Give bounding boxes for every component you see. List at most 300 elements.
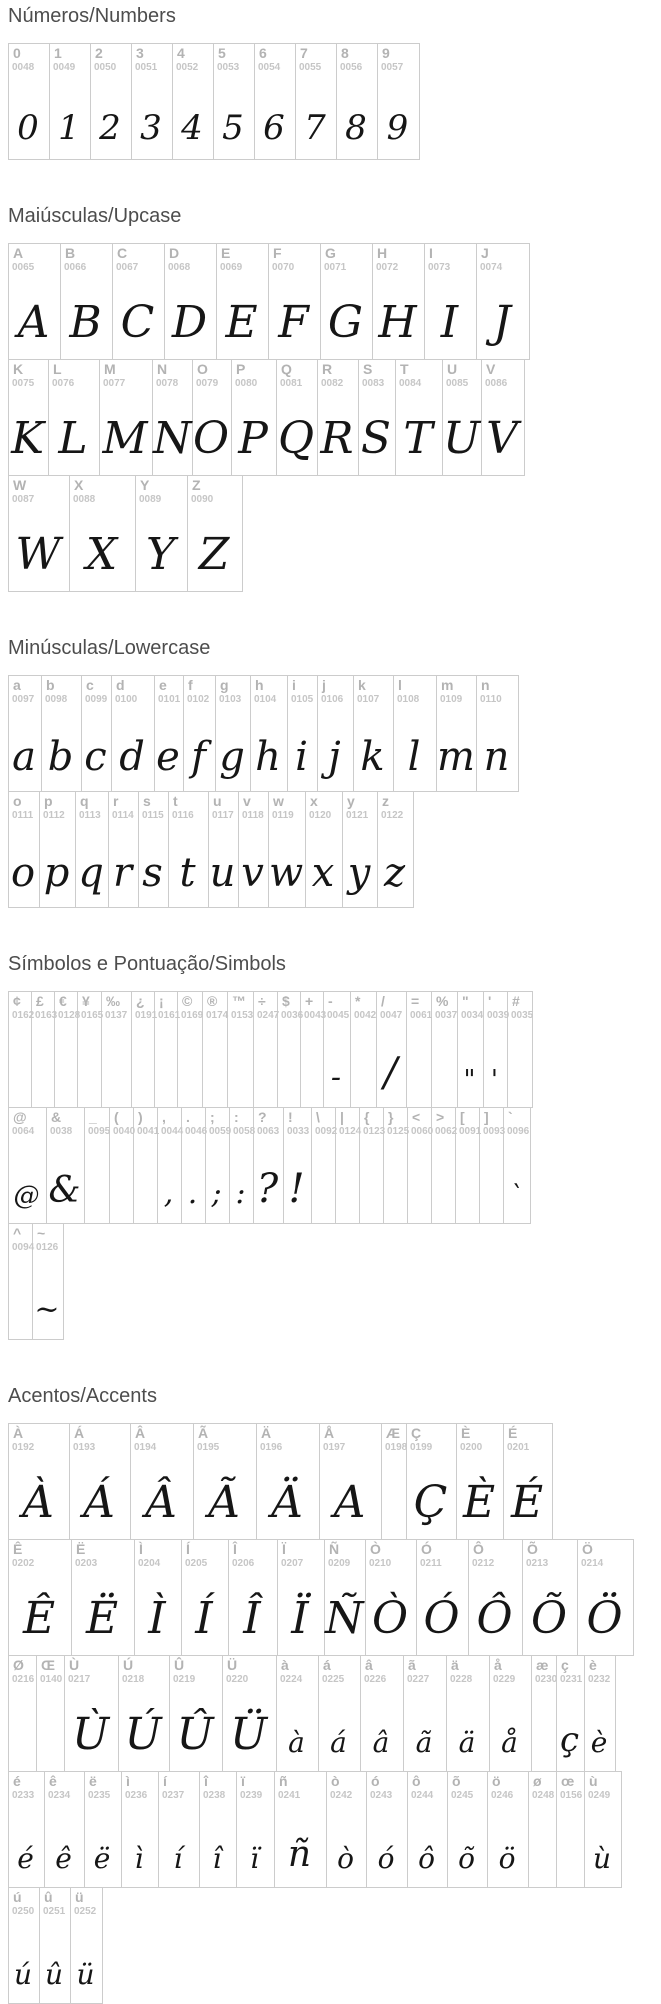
cell-unicode-label: 0103 (219, 694, 242, 705)
glyph-cell (91, 44, 132, 159)
cell-character-label: Î (233, 1541, 237, 1557)
cell-unicode-label: 0228 (450, 1674, 473, 1685)
cell-unicode-label: 0126 (36, 1242, 59, 1253)
cell-unicode-label: 0097 (12, 694, 35, 705)
cell-unicode-label: 0041 (137, 1126, 160, 1137)
cell-unicode-label: 0035 (511, 1010, 534, 1021)
cell-glyph-preview: r (112, 850, 133, 896)
glyph-cell (9, 676, 42, 791)
cell-character-label: Ü (227, 1657, 238, 1673)
cell-unicode-label: 0239 (240, 1790, 263, 1801)
section-3 (8, 952, 661, 1340)
glyph-cell (165, 244, 217, 359)
cell-character-label: D (169, 245, 180, 261)
cell-unicode-label: 0225 (322, 1674, 345, 1685)
cell-glyph-preview: 8 (345, 108, 367, 148)
cell-unicode-label: 0163 (35, 1010, 58, 1021)
cell-unicode-label: 0137 (105, 1010, 128, 1021)
cell-character-label: Å (324, 1425, 335, 1441)
glyph-cell (70, 1424, 131, 1539)
cell-unicode-label: 0245 (451, 1790, 474, 1801)
cell-glyph-preview: z (383, 850, 406, 896)
glyph-cell (456, 1108, 480, 1223)
glyph-cell (155, 992, 181, 1107)
glyph-row (8, 1223, 64, 1340)
cell-unicode-label: 0102 (187, 694, 210, 705)
glyph-cell (203, 992, 228, 1107)
cell-unicode-label: 0196 (260, 1442, 283, 1453)
cell-unicode-label: 0117 (212, 810, 234, 821)
cell-unicode-label: 0116 (172, 810, 194, 821)
cell-character-label: + (305, 993, 314, 1009)
cell-unicode-label: 0082 (321, 378, 344, 389)
cell-character-label: Ê (13, 1541, 23, 1557)
cell-character-label: ë (89, 1773, 97, 1789)
cell-unicode-label: 0251 (43, 1906, 66, 1917)
cell-glyph-preview: Y (145, 529, 176, 580)
cell-character-label: - (328, 993, 333, 1009)
glyph-cell (70, 476, 136, 591)
glyph-cell (269, 244, 321, 359)
cell-character-label: ] (484, 1109, 489, 1125)
cell-character-label: # (512, 993, 520, 1009)
cell-glyph-preview: . (187, 1176, 198, 1211)
cell-character-label: h (255, 677, 264, 693)
cell-glyph-preview: M (102, 413, 148, 464)
section-2 (8, 636, 661, 908)
cell-character-label: : (234, 1109, 239, 1125)
cell-glyph-preview: Á (83, 1477, 115, 1528)
cell-glyph-preview: e (156, 734, 180, 780)
cell-unicode-label: 0108 (397, 694, 420, 705)
cell-unicode-label: 0056 (340, 62, 363, 73)
cell-glyph-preview: ü (76, 1958, 95, 1991)
cell-character-label: s (143, 793, 151, 809)
cell-unicode-label: 0227 (407, 1674, 430, 1685)
glyph-cell (110, 1108, 134, 1223)
glyph-cell (437, 676, 477, 791)
cell-glyph-preview: Ò (371, 1593, 409, 1644)
cell-unicode-label: 0088 (73, 494, 96, 505)
glyph-cell (366, 1540, 417, 1655)
cell-character-label: o (13, 793, 22, 809)
cell-glyph-preview: Û (176, 1709, 214, 1760)
cell-glyph-preview: 1 (58, 108, 80, 148)
glyph-cell (47, 1108, 85, 1223)
cell-unicode-label: 0232 (588, 1674, 611, 1685)
glyph-cell (178, 992, 203, 1107)
cell-unicode-label: 0078 (156, 378, 179, 389)
cell-character-label: ø (533, 1773, 542, 1789)
cell-unicode-label: 0101 (158, 694, 181, 705)
cell-glyph-preview: È (462, 1477, 496, 1528)
cell-glyph-preview: h (255, 734, 281, 780)
cell-glyph-preview: t (179, 850, 196, 896)
glyph-cell (135, 1540, 182, 1655)
glyph-cell (288, 676, 318, 791)
glyph-cell (37, 1656, 65, 1771)
glyph-cell (504, 1424, 552, 1539)
cell-character-label: p (44, 793, 53, 809)
cell-unicode-label: 0107 (357, 694, 380, 705)
cell-unicode-label: 0079 (196, 378, 219, 389)
glyph-cell (61, 244, 113, 359)
cell-character-label: K (13, 361, 24, 377)
glyph-cell (9, 1772, 45, 1887)
cell-character-label: 3 (136, 45, 144, 61)
cell-glyph-preview: E (225, 297, 258, 348)
cell-unicode-label: 0201 (507, 1442, 530, 1453)
glyph-cell (209, 792, 239, 907)
cell-character-label: * (355, 993, 361, 1009)
cell-unicode-label: 0192 (12, 1442, 35, 1453)
cell-character-label: â (365, 1657, 373, 1673)
cell-unicode-label: 0224 (280, 1674, 303, 1685)
cell-unicode-label: 0250 (12, 1906, 35, 1917)
glyph-cell (134, 1108, 158, 1223)
cell-character-label: í (163, 1773, 167, 1789)
cell-unicode-label: 0065 (12, 262, 35, 273)
glyph-cell (194, 1424, 257, 1539)
cell-unicode-label: 0063 (257, 1126, 280, 1137)
cell-glyph-preview: â (372, 1726, 390, 1759)
glyph-cell (367, 1772, 408, 1887)
cell-unicode-label: 0034 (461, 1010, 484, 1021)
cell-unicode-label: 0234 (48, 1790, 71, 1801)
cell-character-label: Ò (370, 1541, 381, 1557)
cell-character-label: ô (412, 1773, 421, 1789)
cell-character-label: / (381, 993, 385, 1009)
cell-glyph-preview: 7 (304, 108, 326, 148)
cell-unicode-label: 0229 (493, 1674, 516, 1685)
cell-glyph-preview: ú (13, 1958, 33, 1991)
cell-unicode-label: 0243 (370, 1790, 393, 1801)
cell-unicode-label: 0246 (491, 1790, 514, 1801)
cell-unicode-label: 0114 (112, 810, 134, 821)
glyph-cell (477, 676, 518, 791)
glyph-cell (394, 676, 437, 791)
cell-unicode-label: 0204 (138, 1558, 161, 1569)
glyph-cell (153, 360, 193, 475)
glyph-cell (193, 360, 232, 475)
cell-glyph-preview: Ü (229, 1709, 268, 1760)
cell-character-label: Æ (386, 1425, 400, 1441)
cell-unicode-label: 0055 (299, 62, 322, 73)
cell-glyph-preview: û (44, 1958, 64, 1991)
glyph-cell (407, 1424, 457, 1539)
glyph-cell (321, 244, 373, 359)
cell-unicode-label: 0071 (324, 262, 347, 273)
cell-glyph-preview: a (12, 734, 36, 780)
glyph-row (8, 991, 533, 1108)
glyph-cell (585, 1772, 621, 1887)
cell-character-label: ö (492, 1773, 501, 1789)
cell-character-label: b (46, 677, 55, 693)
cell-unicode-label: 0081 (280, 378, 303, 389)
cell-glyph-preview: H (378, 297, 417, 348)
cell-glyph-preview: Õ (530, 1593, 568, 1644)
cell-character-label: Â (135, 1425, 146, 1441)
cell-unicode-label: 0094 (12, 1242, 35, 1253)
cell-character-label: W (13, 477, 27, 493)
cell-glyph-preview: Q (277, 413, 315, 464)
glyph-cell (85, 1772, 122, 1887)
cell-glyph-preview: U (443, 413, 481, 464)
glyph-cell (557, 1656, 585, 1771)
glyph-cell (237, 1772, 275, 1887)
cell-glyph-preview: ï (250, 1842, 259, 1875)
cell-glyph-preview: ç (559, 1720, 580, 1760)
cell-character-label: L (53, 361, 62, 377)
cell-unicode-label: 0072 (376, 262, 399, 273)
glyph-row (8, 1887, 103, 2004)
cell-glyph-preview: î (212, 1842, 222, 1875)
glyph-cell (325, 1540, 366, 1655)
cell-glyph-preview: S (360, 413, 392, 464)
cell-character-label: B (65, 245, 76, 261)
cell-character-label: ) (138, 1109, 143, 1125)
cell-character-label: t (173, 793, 178, 809)
cell-glyph-preview: K (11, 413, 44, 464)
cell-character-label: R (322, 361, 333, 377)
cell-glyph-preview: A (17, 297, 50, 348)
cell-glyph-preview: X (85, 529, 118, 580)
glyph-cell (155, 676, 184, 791)
cell-glyph-preview: É (510, 1477, 544, 1528)
glyph-cell (469, 1540, 523, 1655)
cell-character-label: ê (49, 1773, 57, 1789)
cell-character-label: V (486, 361, 496, 377)
glyph-cell (109, 792, 139, 907)
cell-glyph-preview: R (320, 413, 354, 464)
glyph-cell (320, 1424, 382, 1539)
cell-glyph-preview: á (330, 1726, 347, 1759)
cell-unicode-label: 0238 (203, 1790, 226, 1801)
cell-unicode-label: 0040 (113, 1126, 136, 1137)
cell-character-label: c (86, 677, 94, 693)
cell-character-label: É (508, 1425, 518, 1441)
cell-glyph-preview: o (10, 850, 36, 896)
cell-character-label: 9 (382, 45, 390, 61)
cell-glyph-preview: l (407, 734, 421, 780)
cell-glyph-preview: 2 (99, 108, 121, 148)
cell-glyph-preview: 9 (386, 108, 409, 148)
glyph-cell (523, 1540, 578, 1655)
cell-glyph-preview: B (69, 297, 102, 348)
cell-unicode-label: 0057 (381, 62, 404, 73)
cell-glyph-preview: c (84, 734, 107, 780)
cell-unicode-label: 0086 (485, 378, 508, 389)
cell-character-label: Ø (13, 1657, 24, 1673)
glyph-cell (71, 1888, 102, 2003)
cell-glyph-preview: v (241, 850, 264, 896)
glyph-cell (319, 1656, 361, 1771)
glyph-row (8, 1655, 616, 1772)
cell-unicode-label: 0202 (12, 1558, 35, 1569)
glyph-cell (490, 1656, 532, 1771)
glyph-cell (182, 1540, 229, 1655)
cell-unicode-label: 0236 (125, 1790, 148, 1801)
cell-character-label: z (382, 793, 389, 809)
cell-unicode-label: 0090 (191, 494, 214, 505)
glyph-cell (318, 360, 359, 475)
glyph-cell (131, 1424, 194, 1539)
cell-glyph-preview: s (142, 850, 163, 896)
cell-unicode-label: 0237 (162, 1790, 185, 1801)
glyph-cell (9, 244, 61, 359)
cell-glyph-preview: è (590, 1726, 608, 1759)
glyph-cell (354, 676, 394, 791)
cell-character-label: \ (316, 1109, 320, 1125)
cell-character-label: Í (186, 1541, 190, 1557)
cell-glyph-preview: é (17, 1842, 34, 1875)
cell-glyph-preview: W (15, 529, 61, 580)
cell-glyph-preview: ó (377, 1842, 395, 1875)
cell-glyph-preview: Ï (291, 1593, 309, 1644)
glyph-cell (9, 1888, 40, 2003)
cell-character-label: 6 (259, 45, 267, 61)
section-title: Números/Numbers (8, 5, 176, 27)
cell-glyph-preview: f (191, 734, 206, 780)
cell-character-label: © (182, 993, 193, 1009)
cell-unicode-label: 0121 (346, 810, 369, 821)
cell-glyph-preview: Z (198, 529, 230, 580)
cell-character-label: < (412, 1109, 421, 1125)
cell-unicode-label: 0205 (185, 1558, 208, 1569)
glyph-cell (65, 1656, 119, 1771)
cell-character-label: æ (536, 1657, 549, 1673)
cell-glyph-preview: d (119, 734, 145, 780)
glyph-cell (408, 1108, 432, 1223)
glyph-cell (182, 1108, 206, 1223)
cell-character-label: 2 (95, 45, 103, 61)
cell-glyph-preview: x (311, 850, 335, 896)
cell-unicode-label: 0123 (363, 1126, 386, 1137)
cell-character-label: ~ (37, 1225, 46, 1241)
cell-character-label: ™ (232, 993, 246, 1009)
cell-character-label: Ô (473, 1541, 484, 1557)
cell-character-label: @ (13, 1109, 27, 1125)
glyph-cell (169, 792, 209, 907)
cell-unicode-label: 0073 (428, 262, 451, 273)
glyph-cell (239, 792, 269, 907)
glyph-row (8, 43, 420, 160)
glyph-cell (9, 1224, 33, 1339)
cell-unicode-label: 0043 (304, 1010, 327, 1021)
cell-glyph-preview: T (403, 413, 433, 464)
cell-unicode-label: 0153 (231, 1010, 254, 1021)
cell-unicode-label: 0075 (12, 378, 35, 389)
cell-glyph-preview: ' (490, 1065, 499, 1095)
cell-character-label: Û (174, 1657, 185, 1673)
cell-character-label: î (204, 1773, 208, 1789)
glyph-cell (343, 792, 378, 907)
cell-unicode-label: 0195 (197, 1442, 220, 1453)
cell-character-label: ú (13, 1889, 22, 1905)
cell-unicode-label: 0054 (258, 62, 281, 73)
cell-character-label: À (13, 1425, 24, 1441)
cell-character-label: T (400, 361, 409, 377)
cell-unicode-label: 0207 (281, 1558, 304, 1569)
cell-glyph-preview: Ó (423, 1593, 460, 1644)
glyph-cell (318, 676, 354, 791)
cell-character-label: £ (36, 993, 44, 1009)
cell-unicode-label: 0193 (73, 1442, 96, 1453)
cell-glyph-preview: ñ (287, 1834, 312, 1875)
cell-unicode-label: 0104 (254, 694, 277, 705)
cell-unicode-label: 0169 (181, 1010, 204, 1021)
cell-unicode-label: 0115 (142, 810, 164, 821)
glyph-cell (158, 1108, 182, 1223)
cell-unicode-label: 0194 (134, 1442, 157, 1453)
glyph-cell (378, 44, 419, 159)
glyph-cell (50, 44, 91, 159)
glyph-cell (360, 1108, 384, 1223)
cell-character-label: d (116, 677, 125, 693)
cell-unicode-label: 0235 (88, 1790, 111, 1801)
glyph-cell (173, 44, 214, 159)
glyph-cell (119, 1656, 170, 1771)
cell-character-label: q (80, 793, 89, 809)
cell-glyph-preview: Â (145, 1477, 177, 1528)
cell-character-label: & (51, 1109, 62, 1125)
glyph-cell (85, 1108, 110, 1223)
cell-unicode-label: 0062 (435, 1126, 458, 1137)
glyph-cell (484, 992, 508, 1107)
cell-glyph-preview: u (209, 850, 236, 896)
cell-glyph-preview: ì (134, 1842, 144, 1875)
cell-character-label: ã (408, 1657, 416, 1673)
cell-character-label: ñ (279, 1773, 288, 1789)
glyph-cell (361, 1656, 404, 1771)
cell-unicode-label: 0045 (327, 1010, 350, 1021)
cell-character-label: ‰ (106, 993, 120, 1009)
cell-glyph-preview: Ì (148, 1593, 166, 1644)
glyph-cell (102, 992, 132, 1107)
cell-character-label: > (436, 1109, 445, 1125)
cell-glyph-preview: Ú (124, 1709, 162, 1760)
cell-character-label: a (13, 677, 21, 693)
cell-character-label: ¿ (136, 993, 145, 1009)
glyph-cell (9, 1108, 47, 1223)
cell-character-label: ® (207, 993, 218, 1009)
cell-unicode-label: 0077 (103, 378, 126, 389)
cell-glyph-preview: L (58, 413, 88, 464)
glyph-cell (136, 476, 188, 591)
glyph-row (8, 1423, 553, 1540)
cell-glyph-preview: y (347, 850, 371, 896)
cell-character-label: È (461, 1425, 471, 1441)
cell-character-label: y (347, 793, 355, 809)
cell-unicode-label: 0036 (281, 1010, 304, 1021)
cell-character-label: Õ (527, 1541, 538, 1557)
glyph-cell (200, 1772, 237, 1887)
cell-unicode-label: 0085 (446, 378, 469, 389)
cell-character-label: œ (561, 1773, 575, 1789)
cell-unicode-label: 0068 (168, 262, 191, 273)
cell-glyph-preview: Ñ (325, 1593, 364, 1644)
cell-character-label: J (481, 245, 489, 261)
cell-glyph-preview: 3 (140, 108, 162, 148)
cell-unicode-label: 0119 (272, 810, 294, 821)
glyph-cell (359, 360, 396, 475)
cell-glyph-preview: G (327, 297, 364, 348)
cell-unicode-label: 0083 (362, 378, 385, 389)
glyph-cell (296, 44, 337, 159)
glyph-cell (578, 1540, 633, 1655)
glyph-cell (113, 244, 165, 359)
cell-glyph-preview: ò (337, 1842, 354, 1875)
